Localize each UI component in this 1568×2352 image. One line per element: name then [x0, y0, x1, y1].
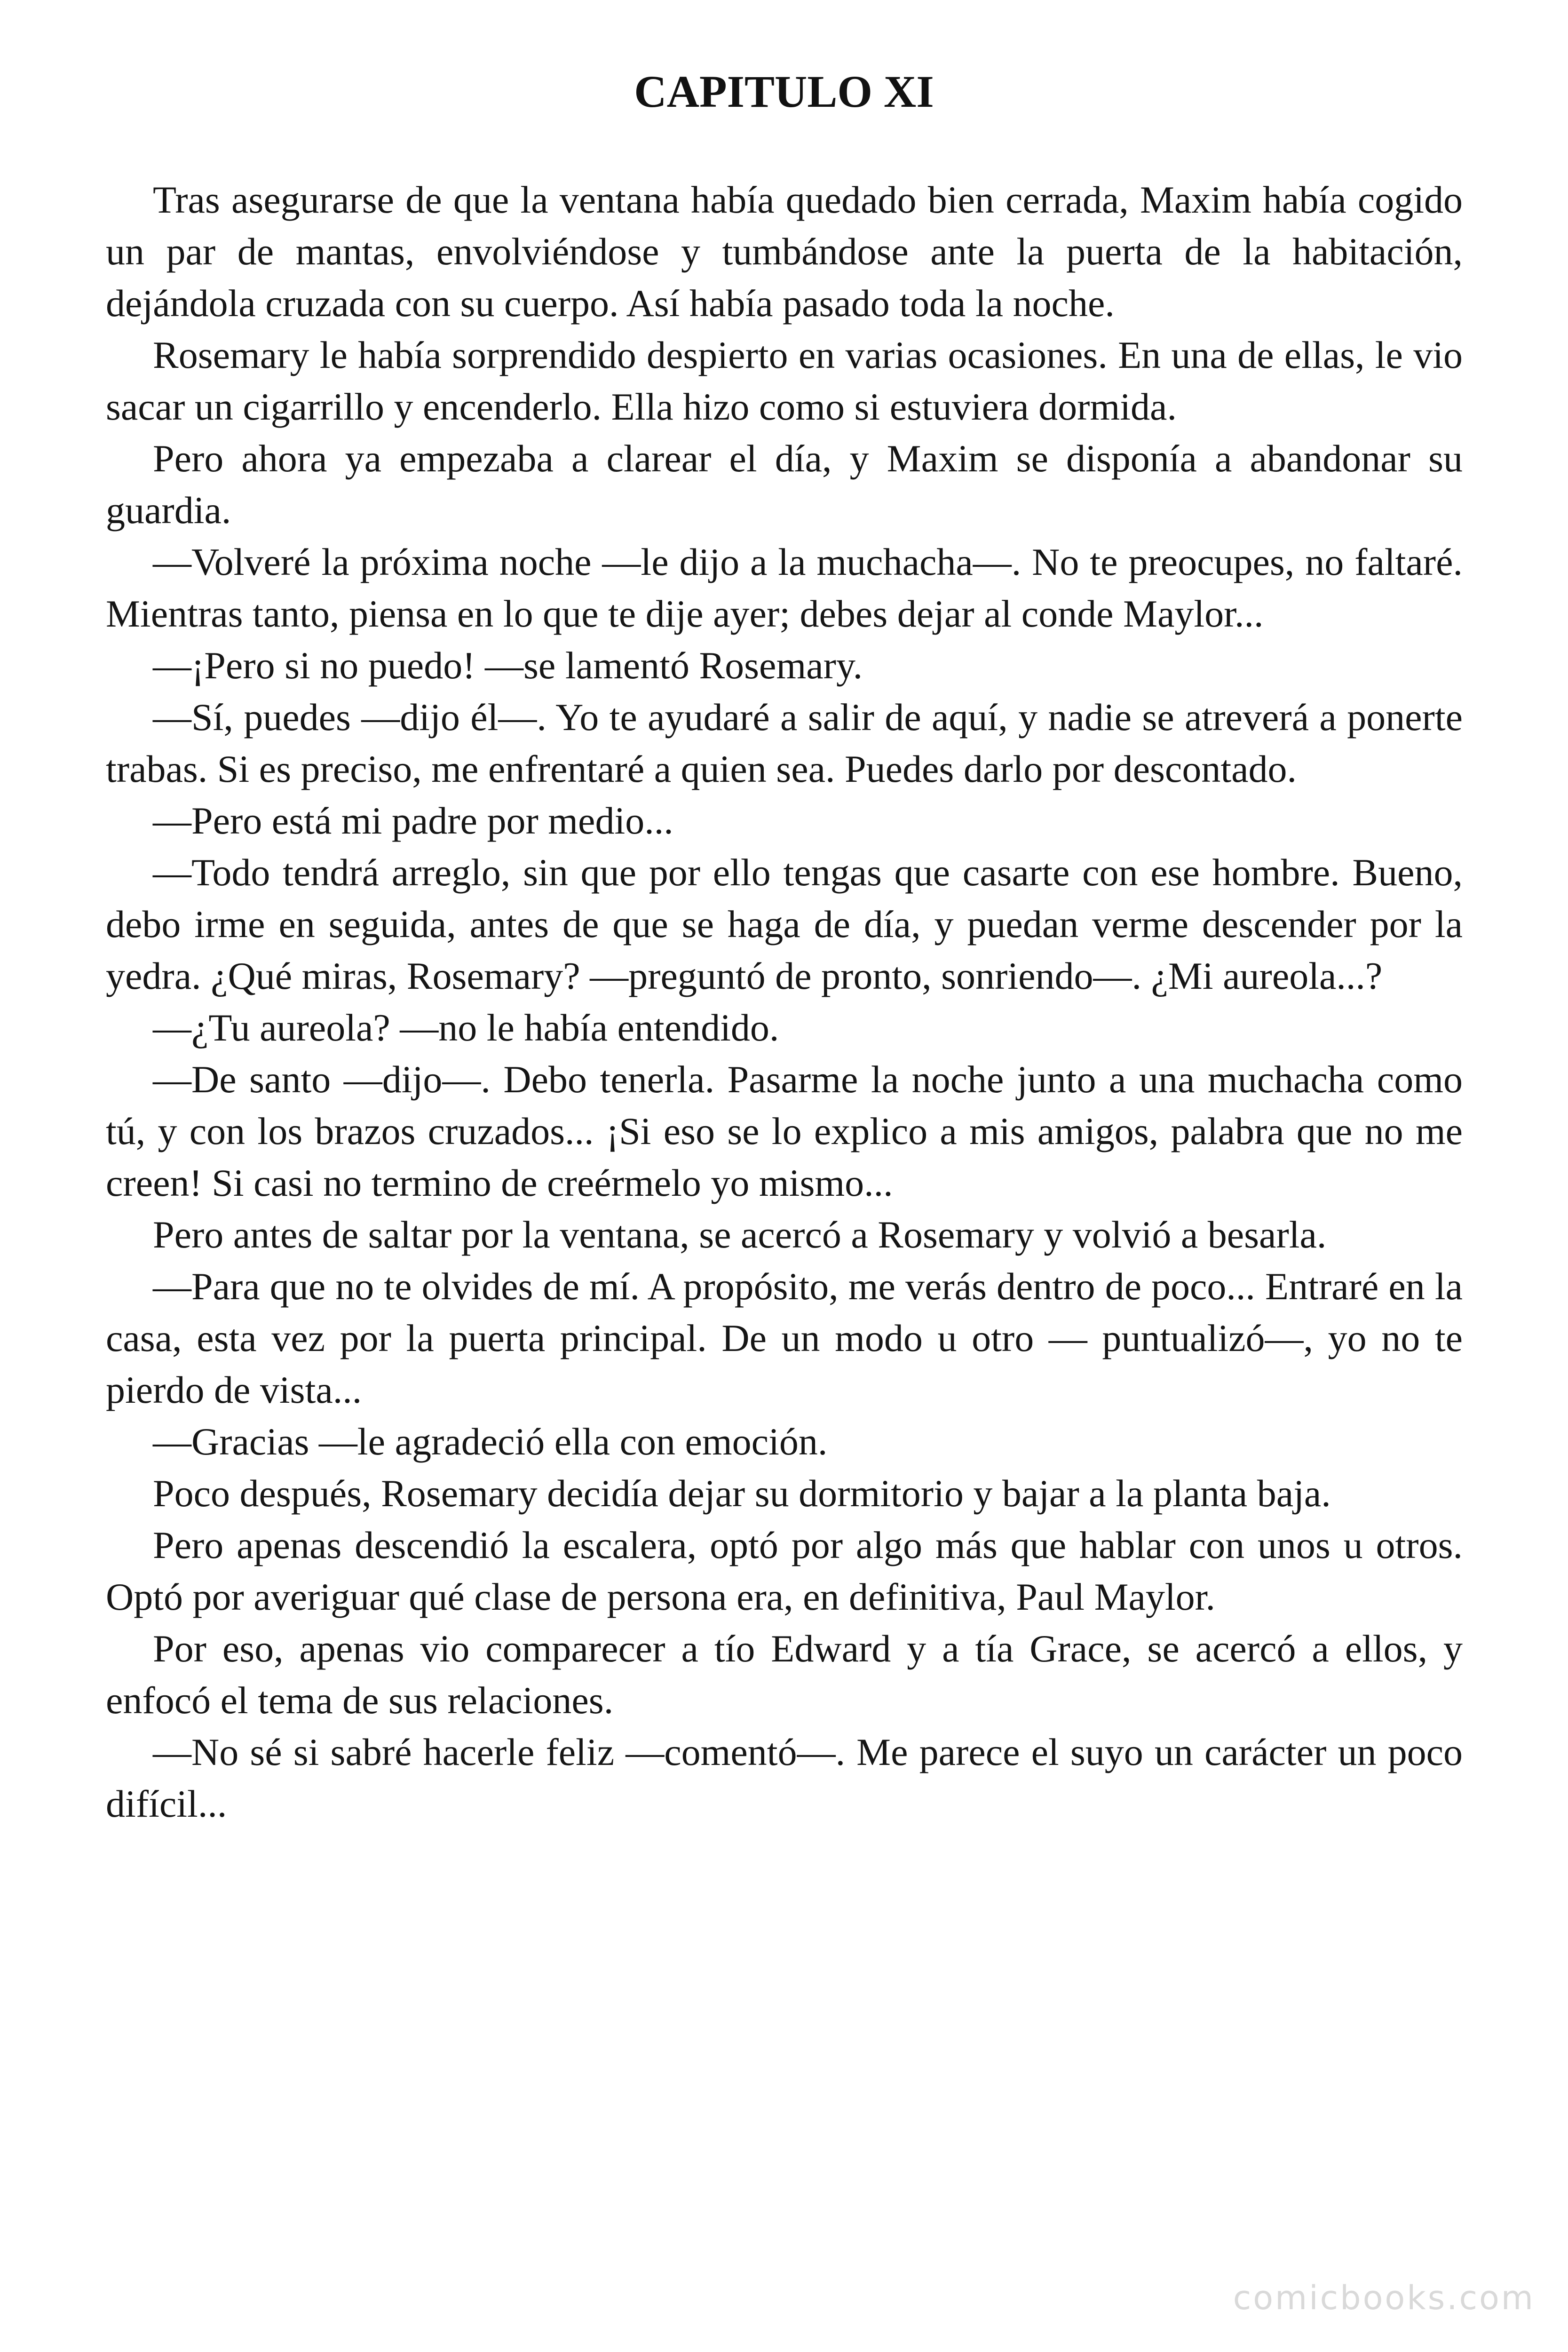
paragraph: —Todo tendrá arreglo, sin que por ello tengas que casarte con ese hombre. Bueno, debo irme en seguida, antes de que se haga de día, y puedan verme descender por la yedra. ¿Qué miras, Rosemary? —preguntó de pronto, sonriendo—. ¿Mi aureola...? [106, 851, 1463, 997]
paragraph: Pero antes de saltar por la ventana, se acercó a Rosemary y volvió a besarla. [153, 1213, 1327, 1256]
paragraph: Poco después, Rosemary decidía dejar su dormitorio y bajar a la planta baja. [153, 1472, 1331, 1515]
paragraph: Rosemary le había sorprendido despierto en varias ocasiones. En una de ellas, le vio sacar un cigarrillo y encenderlo. Ella hizo como si estuviera dormida. [106, 334, 1463, 428]
paragraph: —Sí, puedes —dijo él—. Yo te ayudaré a salir de aquí, y nadie se atreverá a ponerte trabas. Si es preciso, me enfrentaré a quien sea. Puedes darlo por descontado. [106, 696, 1463, 790]
paragraph: Pero apenas descendió la escalera, optó por algo más que hablar con unos u otros. Optó por averiguar qué clase de persona era, en definitiva, Paul Maylor. [106, 1524, 1463, 1618]
paragraph: —Pero está mi padre por medio... [153, 799, 673, 842]
paragraph: Pero ahora ya empezaba a clarear el día, y Maxim se disponía a abandonar su guardia. [106, 437, 1463, 532]
paragraph: Por eso, apenas vio comparecer a tío Edward y a tía Grace, se acercó a ellos, y enfocó el tema de sus relaciones. [106, 1627, 1463, 1722]
paragraph: Tras asegurarse de que la ventana había quedado bien cerrada, Maxim había cogido un par de mantas, envolviéndose y tumbándose ante la puerta de la habitación, dejándola cruzada con su cuerpo. Así había pasado toda la noche. [106, 178, 1463, 325]
watermark: comicbooks.com [1233, 2279, 1535, 2317]
chapter-title: CAPITULO XI [634, 66, 934, 117]
paragraph: —¿Tu aureola? —no le había entendido. [153, 1006, 779, 1049]
paragraph: —Volveré la próxima noche —le dijo a la muchacha—. No te preocupes, no faltaré. Mientras tanto, piensa en lo que te dije ayer; debes dejar al conde Maylor... [106, 540, 1463, 635]
paragraph: —¡Pero si no puedo! —se lamentó Rosemary. [153, 644, 863, 687]
paragraph: —De santo —dijo—. Debo tenerla. Pasarme la noche junto a una muchacha como tú, y con los brazos cruzados... ¡Si eso se lo explico a mis amigos, palabra que no me creen! Si casi no termino de creérmelo yo mismo... [106, 1058, 1463, 1204]
chapter-body [106, 174, 1463, 1830]
paragraph: —No sé si sabré hacerle feliz —comentó—. Me parece el suyo un carácter un poco difícil... [106, 1731, 1463, 1825]
paragraph: —Gracias —le agradeció ella con emoción. [153, 1420, 828, 1463]
paragraph: —Para que no te olvides de mí. A propósito, me verás dentro de poco... Entraré en la casa, esta vez por la puerta principal. De un modo u otro — puntualizó—, yo no te pierdo de vista... [106, 1265, 1463, 1411]
